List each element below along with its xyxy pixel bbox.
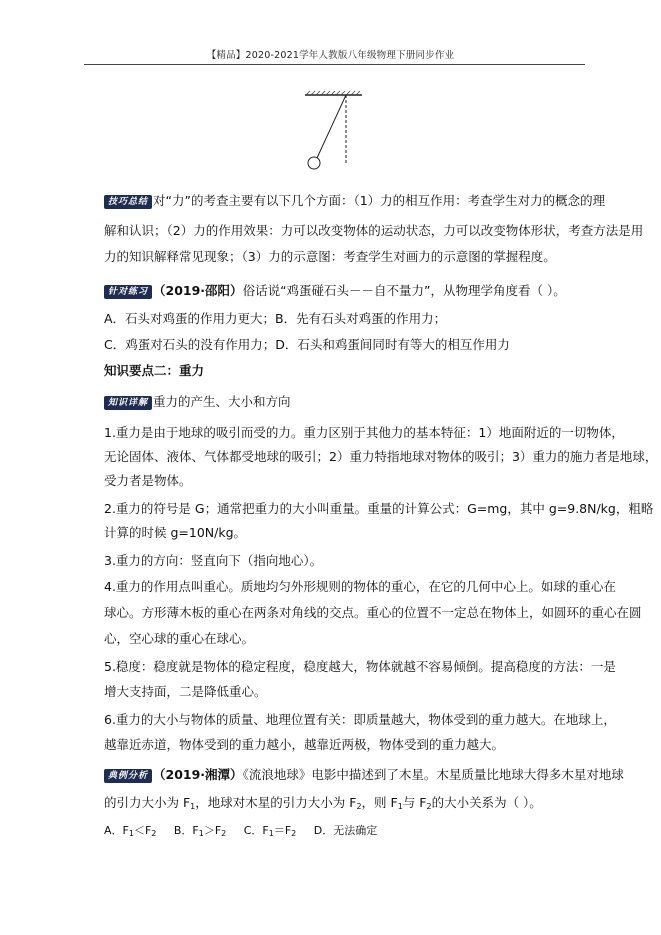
example-question-line-2: 的引力大小为 $F_1$，地球对木星的引力大小为 $F_2$，则 $F_1$与 $F_2$的大小关系为（ ）。 (104, 795, 542, 811)
paragraph-3: 3.重力的方向：竖直向下（指向地心）。 (104, 553, 323, 568)
tip-summary-line-2: 解和认识；（2）力的作用效果：力可以改变物体的运动状态，力可以改变物体形状，考查方法是用 (104, 223, 644, 238)
practice-option-cd: C．鸡蛋对石头的没有作用力；D．石头和鸡蛋间同时有等大的相互作用力 (104, 337, 510, 352)
paragraph-1-line-3: 受力者是物体。 (104, 473, 192, 488)
paragraph-5-line-2: 增大支持面，二是降低重心。 (104, 684, 267, 699)
option-c: C．$F_1=F_2$ (243, 824, 297, 838)
paragraph-4-line-2: 球心。方形薄木板的重心在两条对角线的交点。重心的位置不一定总在物体上，如圆环的重心在圆 (104, 605, 642, 620)
practice-option-ab: A．石头对鸡蛋的作用力更大；B．先有石头对鸡蛋的作用力； (104, 311, 447, 326)
paragraph-2-line-2: 计算的时候 g=10N/kg。 (104, 525, 247, 540)
option-b: B．$F_1>F_2$ (173, 824, 227, 838)
practice-source: （2019·邵阳） (153, 283, 243, 298)
option-d: D．无法确定 (313, 824, 378, 837)
header-divider (84, 64, 585, 65)
example-tag: 典例分析 (104, 769, 152, 783)
example-question-line-1: 典例分析 （2019·湘潭）《流浪地球》电影中描述到了木星。木星质量比地球大得多木星对地球 (104, 766, 574, 784)
knowledge-tag: 知识详解 (104, 396, 152, 410)
pendulum-bob (308, 157, 320, 169)
paragraph-5-line-1: 5.稳度：稳度就是物体的稳定程度，稳度越大，物体就越不容易倾倒。提高稳度的方法：一是 (104, 659, 616, 674)
example-source: （2019·湘潭） (153, 767, 243, 782)
practice-question: 针对练习 （2019·邵阳）俗话说“鸡蛋碰石头－－自不量力”，从物理学角度看（ ）。 (104, 282, 574, 300)
paragraph-1-line-1: 1.重力是由于地球的吸引而受的力。重力区别于其他力的基本特征：1）地面附近的一切物体， (104, 425, 624, 440)
tip-summary-line-1: 技巧总结 对“力”的考查主要有以下几个方面：（1）力的相互作用：考查学生对力的概念的理 (104, 192, 574, 210)
tip-summary-tag: 技巧总结 (104, 195, 152, 209)
knowledge-subtitle: 知识详解 重力的产生、大小和方向 (104, 393, 574, 411)
paragraph-6-line-2: 越靠近赤道，物体受到的重力越小，越靠近两极，物体受到的重力越大。 (104, 737, 505, 752)
example-options (104, 822, 574, 840)
paragraph-4-line-3: 心，空心球的重心在球心。 (104, 631, 255, 646)
paragraph-6-line-1: 6.重力的大小与物体的质量、地理位置有关：即质量越大，物体受到的重力越大。在地球上， (104, 712, 616, 727)
pendulum-figure (300, 88, 370, 178)
page-header: 【精品】2020-2021学年人教版八年级物理下册同步作业 (206, 50, 455, 61)
paragraph-4-line-1: 4.重力的作用点叫重心。质地均匀外形规则的物体的重心，在它的几何中心上。如球的重心在 (104, 579, 616, 594)
option-a: A．$F_1<F_2$ (104, 824, 157, 838)
section-title: 知识要点二：重力 (104, 363, 205, 378)
pendulum-string (317, 95, 346, 158)
tip-summary-line-3: 力的知识解释常见现象；（3）力的示意图：考查学生对画力的示意图的掌握程度。 (104, 249, 556, 264)
paragraph-2-line-1: 2.重力的符号是 G；通常把重力的大小叫重量。重量的计算公式：G=mg，其中 g=9.8N/kg，粗略 (104, 501, 654, 516)
practice-tag: 针对练习 (104, 285, 152, 299)
paragraph-1-line-2: 无论固体、液体、气体都受地球的吸引；2）重力特指地球对物体的吸引；3）重力的施力者是地球， (104, 449, 658, 464)
